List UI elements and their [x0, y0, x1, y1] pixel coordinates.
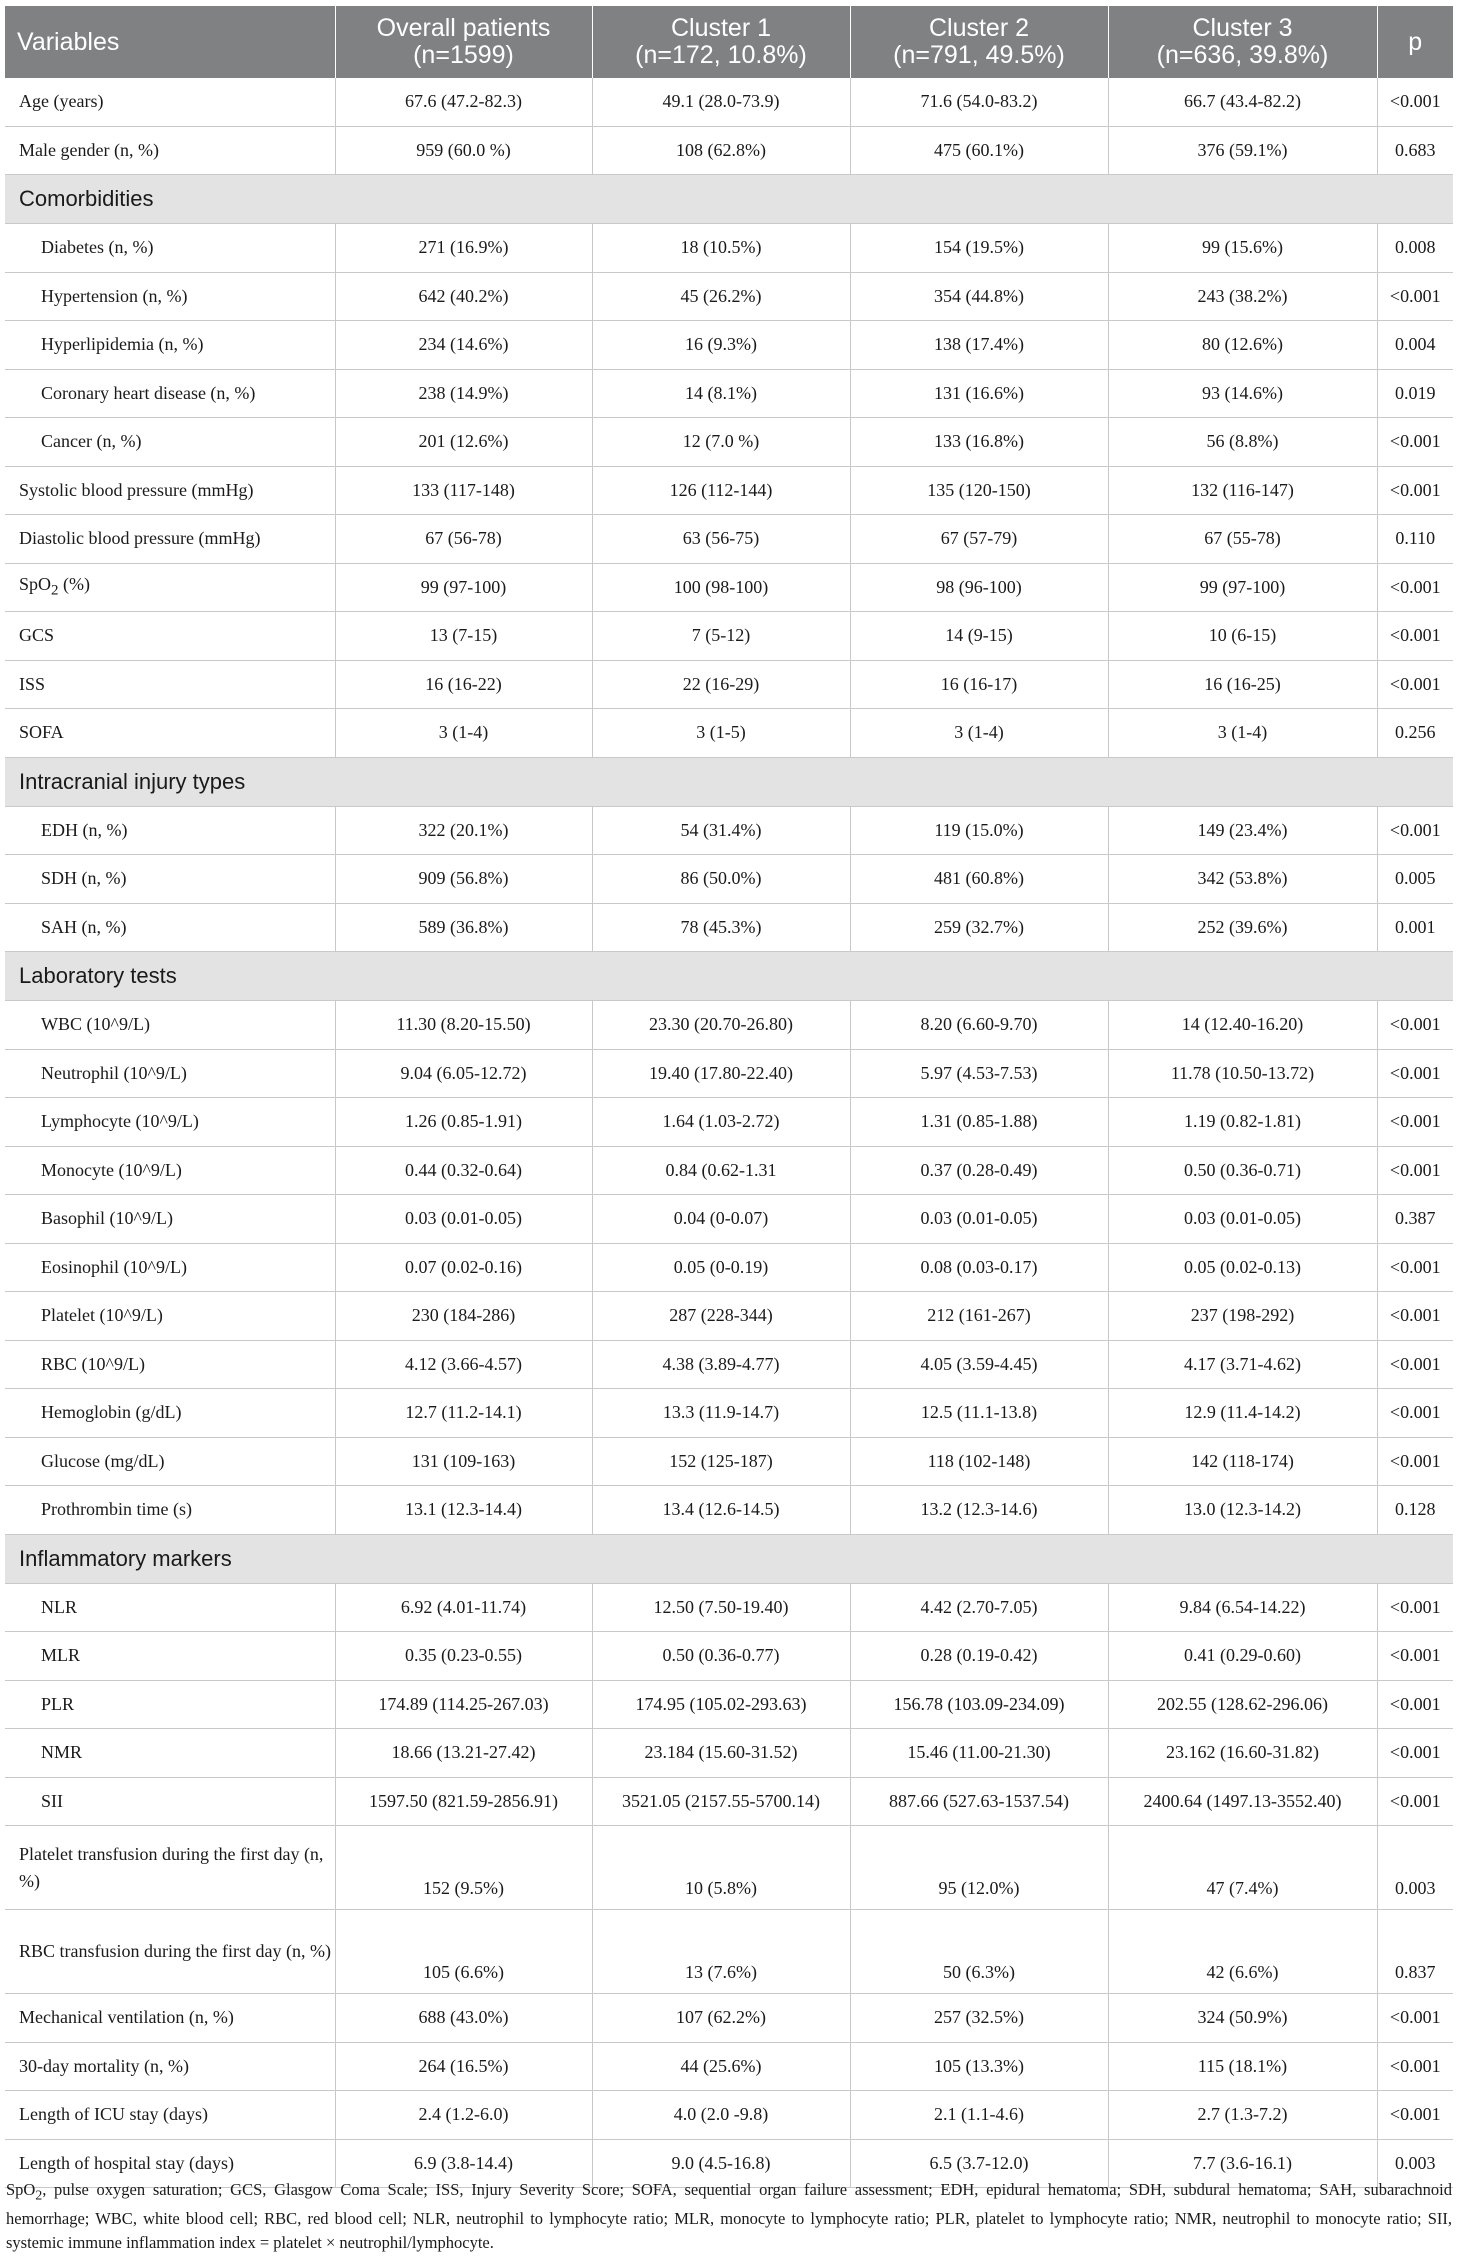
variable-label: Male gender (n, %)	[5, 126, 335, 175]
cluster1-cell: 23.30 (20.70-26.80)	[592, 1001, 850, 1050]
overall-cell: 0.44 (0.32-0.64)	[335, 1146, 592, 1195]
overall-cell: 264 (16.5%)	[335, 2042, 592, 2091]
table-row	[5, 1680, 1453, 1729]
variable-label: Mechanical ventilation (n, %)	[5, 1994, 335, 2043]
variable-label: Neutrophil (10^9/L)	[5, 1049, 335, 1098]
cluster1-cell: 0.05 (0-0.19)	[592, 1243, 850, 1292]
p-value-cell: <0.001	[1377, 418, 1453, 467]
table-row	[5, 660, 1453, 709]
table-row	[5, 515, 1453, 564]
cluster3-cell: 67 (55-78)	[1108, 515, 1377, 564]
p-value-cell: 0.019	[1377, 369, 1453, 418]
section-label: Intracranial injury types	[5, 757, 1453, 806]
overall-cell: 271 (16.9%)	[335, 224, 592, 273]
variable-label: Diabetes (n, %)	[5, 224, 335, 273]
cluster2-cell: 135 (120-150)	[850, 466, 1108, 515]
header-p: p	[1377, 6, 1453, 78]
p-value-cell: 0.001	[1377, 903, 1453, 952]
cluster1-cell: 19.40 (17.80-22.40)	[592, 1049, 850, 1098]
variable-label: RBC (10^9/L)	[5, 1340, 335, 1389]
variable-label: WBC (10^9/L)	[5, 1001, 335, 1050]
overall-cell: 0.07 (0.02-0.16)	[335, 1243, 592, 1292]
table-row	[5, 1340, 1453, 1389]
table-row	[5, 612, 1453, 661]
footnote-spo-subscript: 2	[35, 2187, 43, 2203]
cluster3-cell: 42 (6.6%)	[1108, 1910, 1377, 1994]
cluster1-cell: 12.50 (7.50-19.40)	[592, 1583, 850, 1632]
variable-label: NMR	[5, 1729, 335, 1778]
variable-label	[5, 563, 335, 612]
p-value-cell: <0.001	[1377, 1583, 1453, 1632]
section-label: Laboratory tests	[5, 952, 1453, 1001]
overall-cell: 3 (1-4)	[335, 709, 592, 758]
cluster1-cell: 13.4 (12.6-14.5)	[592, 1486, 850, 1535]
cluster2-cell: 354 (44.8%)	[850, 272, 1108, 321]
overall-cell: 959 (60.0 %)	[335, 126, 592, 175]
table-row	[5, 126, 1453, 175]
cluster3-cell: 142 (118-174)	[1108, 1437, 1377, 1486]
cluster3-cell: 237 (198-292)	[1108, 1292, 1377, 1341]
cluster1-cell: 12 (7.0 %)	[592, 418, 850, 467]
p-value-cell: 0.005	[1377, 855, 1453, 904]
overall-cell: 13.1 (12.3-14.4)	[335, 1486, 592, 1535]
cluster2-cell: 481 (60.8%)	[850, 855, 1108, 904]
table-row	[5, 2091, 1453, 2140]
cluster1-cell: 107 (62.2%)	[592, 1994, 850, 2043]
variable-label: Platelet (10^9/L)	[5, 1292, 335, 1341]
table-row	[5, 1486, 1453, 1535]
cluster3-cell: 23.162 (16.60-31.82)	[1108, 1729, 1377, 1778]
cluster1-cell: 78 (45.3%)	[592, 903, 850, 952]
cluster1-cell: 0.50 (0.36-0.77)	[592, 1632, 850, 1681]
overall-cell: 131 (109-163)	[335, 1437, 592, 1486]
cluster1-cell: 4.0 (2.0 -9.8)	[592, 2091, 850, 2140]
table-row	[5, 1826, 1453, 1910]
p-value-cell: <0.001	[1377, 1680, 1453, 1729]
cluster1-cell: 9.0 (4.5-16.8)	[592, 2139, 850, 2188]
overall-cell: 11.30 (8.20-15.50)	[335, 1001, 592, 1050]
overall-cell: 1597.50 (821.59-2856.91)	[335, 1777, 592, 1826]
section-header-row	[5, 757, 1453, 806]
section-label: Comorbidities	[5, 175, 1453, 224]
p-value-cell: <0.001	[1377, 1292, 1453, 1341]
header-overall	[335, 6, 592, 78]
overall-cell: 322 (20.1%)	[335, 806, 592, 855]
cluster3-cell: 7.7 (3.6-16.1)	[1108, 2139, 1377, 2188]
cluster1-cell: 49.1 (28.0-73.9)	[592, 78, 850, 126]
table-row	[5, 1389, 1453, 1438]
cluster2-cell: 98 (96-100)	[850, 563, 1108, 612]
cluster3-cell: 3 (1-4)	[1108, 709, 1377, 758]
variable-label: NLR	[5, 1583, 335, 1632]
table-row	[5, 369, 1453, 418]
table-row	[5, 855, 1453, 904]
p-value-cell: <0.001	[1377, 1994, 1453, 2043]
cluster1-cell: 14 (8.1%)	[592, 369, 850, 418]
p-value-cell: <0.001	[1377, 2091, 1453, 2140]
p-value-cell: <0.001	[1377, 806, 1453, 855]
cluster3-cell: 342 (53.8%)	[1108, 855, 1377, 904]
table-header-row	[5, 6, 1453, 78]
cluster2-cell: 138 (17.4%)	[850, 321, 1108, 370]
cluster3-cell: 0.41 (0.29-0.60)	[1108, 1632, 1377, 1681]
table-row	[5, 1001, 1453, 1050]
cluster1-cell: 54 (31.4%)	[592, 806, 850, 855]
cluster3-cell: 115 (18.1%)	[1108, 2042, 1377, 2091]
cluster3-cell: 80 (12.6%)	[1108, 321, 1377, 370]
overall-cell: 909 (56.8%)	[335, 855, 592, 904]
table-row	[5, 272, 1453, 321]
variable-label: Basophil (10^9/L)	[5, 1195, 335, 1244]
cluster2-cell: 118 (102-148)	[850, 1437, 1108, 1486]
p-value-cell: <0.001	[1377, 1777, 1453, 1826]
overall-cell: 152 (9.5%)	[335, 1826, 592, 1910]
cluster2-cell: 0.08 (0.03-0.17)	[850, 1243, 1108, 1292]
p-value-cell: 0.837	[1377, 1910, 1453, 1994]
header-cluster2	[850, 6, 1108, 78]
overall-cell: 4.12 (3.66-4.57)	[335, 1340, 592, 1389]
overall-cell: 12.7 (11.2-14.1)	[335, 1389, 592, 1438]
p-value-cell: <0.001	[1377, 466, 1453, 515]
cluster2-cell: 3 (1-4)	[850, 709, 1108, 758]
cluster1-cell: 44 (25.6%)	[592, 2042, 850, 2091]
p-value-cell: <0.001	[1377, 1098, 1453, 1147]
cluster2-cell: 156.78 (103.09-234.09)	[850, 1680, 1108, 1729]
cluster2-cell: 0.03 (0.01-0.05)	[850, 1195, 1108, 1244]
variable-label: Hypertension (n, %)	[5, 272, 335, 321]
p-value-cell: 0.008	[1377, 224, 1453, 273]
variable-label: Systolic blood pressure (mmHg)	[5, 466, 335, 515]
cluster2-cell: 67 (57-79)	[850, 515, 1108, 564]
table-row	[5, 2042, 1453, 2091]
cluster3-cell: 4.17 (3.71-4.62)	[1108, 1340, 1377, 1389]
table-row	[5, 1777, 1453, 1826]
overall-cell: 99 (97-100)	[335, 563, 592, 612]
cluster1-cell: 13 (7.6%)	[592, 1910, 850, 1994]
overall-cell: 105 (6.6%)	[335, 1910, 592, 1994]
cluster2-cell: 154 (19.5%)	[850, 224, 1108, 273]
cluster1-cell: 3 (1-5)	[592, 709, 850, 758]
cluster2-cell: 16 (16-17)	[850, 660, 1108, 709]
cluster2-cell: 1.31 (0.85-1.88)	[850, 1098, 1108, 1147]
overall-cell: 13 (7-15)	[335, 612, 592, 661]
table-footnote	[6, 2178, 1452, 2255]
table-row	[5, 903, 1453, 952]
cluster2-cell: 131 (16.6%)	[850, 369, 1108, 418]
cluster3-cell: 56 (8.8%)	[1108, 418, 1377, 467]
variable-label: GCS	[5, 612, 335, 661]
variable-label: EDH (n, %)	[5, 806, 335, 855]
overall-cell: 67 (56-78)	[335, 515, 592, 564]
cluster1-cell: 152 (125-187)	[592, 1437, 850, 1486]
cluster2-cell: 2.1 (1.1-4.6)	[850, 2091, 1108, 2140]
cluster1-cell: 4.38 (3.89-4.77)	[592, 1340, 850, 1389]
header-overall-n: (n=1599)	[413, 41, 514, 69]
p-value-cell: <0.001	[1377, 1049, 1453, 1098]
cluster2-cell: 5.97 (4.53-7.53)	[850, 1049, 1108, 1098]
cluster3-cell: 99 (15.6%)	[1108, 224, 1377, 273]
table-row	[5, 321, 1453, 370]
p-value-cell: 0.683	[1377, 126, 1453, 175]
cluster1-cell: 1.64 (1.03-2.72)	[592, 1098, 850, 1147]
cluster2-cell: 0.28 (0.19-0.42)	[850, 1632, 1108, 1681]
cluster3-cell: 2400.64 (1497.13-3552.40)	[1108, 1777, 1377, 1826]
overall-cell: 16 (16-22)	[335, 660, 592, 709]
table-row	[5, 1583, 1453, 1632]
overall-cell: 133 (117-148)	[335, 466, 592, 515]
p-value-cell: 0.110	[1377, 515, 1453, 564]
overall-cell: 6.92 (4.01-11.74)	[335, 1583, 592, 1632]
header-cluster2-n: (n=791, 49.5%)	[893, 41, 1065, 69]
p-value-cell: 0.003	[1377, 2139, 1453, 2188]
p-value-cell: 0.003	[1377, 1826, 1453, 1910]
table-row	[5, 1910, 1453, 1994]
variable-label: Length of hospital stay (days)	[5, 2139, 335, 2188]
table-row	[5, 1292, 1453, 1341]
patient-characteristics-table	[5, 6, 1453, 2188]
variable-label: Length of ICU stay (days)	[5, 2091, 335, 2140]
cluster3-cell: 11.78 (10.50-13.72)	[1108, 1049, 1377, 1098]
cluster3-cell: 9.84 (6.54-14.22)	[1108, 1583, 1377, 1632]
cluster2-cell: 12.5 (11.1-13.8)	[850, 1389, 1108, 1438]
table-row	[5, 466, 1453, 515]
cluster1-cell: 63 (56-75)	[592, 515, 850, 564]
cluster3-cell: 0.50 (0.36-0.71)	[1108, 1146, 1377, 1195]
table-row	[5, 1632, 1453, 1681]
cluster3-cell: 0.05 (0.02-0.13)	[1108, 1243, 1377, 1292]
table-row	[5, 1437, 1453, 1486]
footnote-spo: SpO	[6, 2180, 36, 2199]
overall-cell: 0.35 (0.23-0.55)	[335, 1632, 592, 1681]
cluster1-cell: 126 (112-144)	[592, 466, 850, 515]
variable-label: Lymphocyte (10^9/L)	[5, 1098, 335, 1147]
p-value-cell: 0.387	[1377, 1195, 1453, 1244]
cluster1-cell: 0.04 (0-0.07)	[592, 1195, 850, 1244]
cluster2-cell: 71.6 (54.0-83.2)	[850, 78, 1108, 126]
cluster3-cell: 66.7 (43.4-82.2)	[1108, 78, 1377, 126]
overall-cell: 18.66 (13.21-27.42)	[335, 1729, 592, 1778]
table-row	[5, 1049, 1453, 1098]
cluster2-cell: 13.2 (12.3-14.6)	[850, 1486, 1108, 1535]
p-value-cell: <0.001	[1377, 1389, 1453, 1438]
cluster3-cell: 93 (14.6%)	[1108, 369, 1377, 418]
cluster2-cell: 257 (32.5%)	[850, 1994, 1108, 2043]
variable-label: Monocyte (10^9/L)	[5, 1146, 335, 1195]
p-value-cell: <0.001	[1377, 1001, 1453, 1050]
overall-cell: 238 (14.9%)	[335, 369, 592, 418]
overall-cell: 201 (12.6%)	[335, 418, 592, 467]
section-header-row	[5, 1534, 1453, 1583]
header-cluster3	[1108, 6, 1377, 78]
variable-label: PLR	[5, 1680, 335, 1729]
cluster2-cell: 15.46 (11.00-21.30)	[850, 1729, 1108, 1778]
p-value-cell: <0.001	[1377, 1146, 1453, 1195]
table-row	[5, 806, 1453, 855]
variable-label: Eosinophil (10^9/L)	[5, 1243, 335, 1292]
table-body	[5, 78, 1453, 2188]
cluster1-cell: 100 (98-100)	[592, 563, 850, 612]
p-value-cell: <0.001	[1377, 1437, 1453, 1486]
table-row	[5, 224, 1453, 273]
p-value-cell: <0.001	[1377, 2042, 1453, 2091]
table-row	[5, 563, 1453, 612]
cluster2-cell: 259 (32.7%)	[850, 903, 1108, 952]
section-header-row	[5, 175, 1453, 224]
overall-cell: 230 (184-286)	[335, 1292, 592, 1341]
cluster3-cell: 12.9 (11.4-14.2)	[1108, 1389, 1377, 1438]
variable-label: Diastolic blood pressure (mmHg)	[5, 515, 335, 564]
cluster3-cell: 13.0 (12.3-14.2)	[1108, 1486, 1377, 1535]
variable-label: Cancer (n, %)	[5, 418, 335, 467]
variable-label: Hemoglobin (g/dL)	[5, 1389, 335, 1438]
header-cluster1-n: (n=172, 10.8%)	[635, 41, 807, 69]
cluster1-cell: 3521.05 (2157.55-5700.14)	[592, 1777, 850, 1826]
overall-cell: 67.6 (47.2-82.3)	[335, 78, 592, 126]
cluster1-cell: 108 (62.8%)	[592, 126, 850, 175]
p-value-cell: 0.004	[1377, 321, 1453, 370]
cluster3-cell: 14 (12.40-16.20)	[1108, 1001, 1377, 1050]
cluster1-cell: 13.3 (11.9-14.7)	[592, 1389, 850, 1438]
variable-label: Glucose (mg/dL)	[5, 1437, 335, 1486]
header-cluster3-n: (n=636, 39.8%)	[1156, 41, 1329, 69]
p-value-cell: <0.001	[1377, 78, 1453, 126]
cluster2-cell: 6.5 (3.7-12.0)	[850, 2139, 1108, 2188]
cluster3-cell: 47 (7.4%)	[1108, 1826, 1377, 1910]
cluster2-cell: 475 (60.1%)	[850, 126, 1108, 175]
p-value-cell: <0.001	[1377, 1243, 1453, 1292]
header-cluster2-title: Cluster 2	[928, 14, 1030, 42]
cluster3-cell: 10 (6-15)	[1108, 612, 1377, 661]
cluster2-cell: 119 (15.0%)	[850, 806, 1108, 855]
overall-cell: 0.03 (0.01-0.05)	[335, 1195, 592, 1244]
header-cluster3-title: Cluster 3	[1192, 14, 1293, 42]
cluster3-cell: 324 (50.9%)	[1108, 1994, 1377, 2043]
overall-cell: 642 (40.2%)	[335, 272, 592, 321]
cluster1-cell: 45 (26.2%)	[592, 272, 850, 321]
cluster3-cell: 0.03 (0.01-0.05)	[1108, 1195, 1377, 1244]
variable-label: SII	[5, 1777, 335, 1826]
cluster3-cell: 243 (38.2%)	[1108, 272, 1377, 321]
cluster2-cell: 887.66 (527.63-1537.54)	[850, 1777, 1108, 1826]
overall-cell: 234 (14.6%)	[335, 321, 592, 370]
p-value-cell: <0.001	[1377, 563, 1453, 612]
table-container	[5, 6, 1453, 2188]
cluster3-cell: 1.19 (0.82-1.81)	[1108, 1098, 1377, 1147]
table-row	[5, 1098, 1453, 1147]
table-row	[5, 709, 1453, 758]
table-row	[5, 1146, 1453, 1195]
variable-label: MLR	[5, 1632, 335, 1681]
variable-label: SOFA	[5, 709, 335, 758]
section-header-row	[5, 952, 1453, 1001]
cluster1-cell: 0.84 (0.62-1.31	[592, 1146, 850, 1195]
variable-label: Prothrombin time (s)	[5, 1486, 335, 1535]
cluster3-cell: 252 (39.6%)	[1108, 903, 1377, 952]
p-value-cell: <0.001	[1377, 1340, 1453, 1389]
cluster3-cell: 202.55 (128.62-296.06)	[1108, 1680, 1377, 1729]
overall-cell: 589 (36.8%)	[335, 903, 592, 952]
cluster1-cell: 86 (50.0%)	[592, 855, 850, 904]
cluster1-cell: 287 (228-344)	[592, 1292, 850, 1341]
cluster2-cell: 4.42 (2.70-7.05)	[850, 1583, 1108, 1632]
header-overall-title: Overall patients	[376, 14, 551, 42]
cluster1-cell: 18 (10.5%)	[592, 224, 850, 273]
cluster1-cell: 23.184 (15.60-31.52)	[592, 1729, 850, 1778]
table-row	[5, 1994, 1453, 2043]
table-row	[5, 78, 1453, 126]
cluster2-cell: 212 (161-267)	[850, 1292, 1108, 1341]
variable-label: Platelet transfusion during the first day (n, %)	[5, 1826, 335, 1910]
overall-cell: 1.26 (0.85-1.91)	[335, 1098, 592, 1147]
table-row	[5, 418, 1453, 467]
variable-label: SDH (n, %)	[5, 855, 335, 904]
cluster2-cell: 95 (12.0%)	[850, 1826, 1108, 1910]
cluster1-cell: 174.95 (105.02-293.63)	[592, 1680, 850, 1729]
variable-label-text: SpO	[19, 574, 52, 595]
cluster3-cell: 149 (23.4%)	[1108, 806, 1377, 855]
section-label: Inflammatory markers	[5, 1534, 1453, 1583]
table-row	[5, 1729, 1453, 1778]
cluster3-cell: 132 (116-147)	[1108, 466, 1377, 515]
cluster2-cell: 14 (9-15)	[850, 612, 1108, 661]
variable-label-subscript: 2	[51, 583, 59, 600]
overall-cell: 174.89 (114.25-267.03)	[335, 1680, 592, 1729]
p-value-cell: <0.001	[1377, 272, 1453, 321]
variable-label: RBC transfusion during the first day (n, %)	[5, 1910, 335, 1994]
p-value-cell: <0.001	[1377, 660, 1453, 709]
cluster2-cell: 4.05 (3.59-4.45)	[850, 1340, 1108, 1389]
overall-cell: 2.4 (1.2-6.0)	[335, 2091, 592, 2140]
p-value-cell: <0.001	[1377, 1729, 1453, 1778]
variable-label: Hyperlipidemia (n, %)	[5, 321, 335, 370]
variable-label: SAH (n, %)	[5, 903, 335, 952]
variable-label: Coronary heart disease (n, %)	[5, 369, 335, 418]
cluster1-cell: 7 (5-12)	[592, 612, 850, 661]
cluster2-cell: 0.37 (0.28-0.49)	[850, 1146, 1108, 1195]
header-variables: Variables	[5, 6, 335, 78]
variable-label-suffix: (%)	[58, 574, 90, 595]
header-cluster1	[592, 6, 850, 78]
overall-cell: 688 (43.0%)	[335, 1994, 592, 2043]
table-row	[5, 1195, 1453, 1244]
cluster1-cell: 16 (9.3%)	[592, 321, 850, 370]
footnote-abbreviations: , pulse oxygen saturation; GCS, Glasgow Coma Scale; ISS, Injury Severity Score; SOFA, sequential organ failure assessment; EDH, epidural hematoma; SDH, subdural hematoma; SAH, subarachnoid hemorrhage; WBC, white blood cell; RBC, red blood cell; NLR, neutrophil to lymphocyte ratio; MLR, monocyte to lymphocyte ratio; PLR, platelet to lymphocyte ratio; NMR, neutrophil to monocyte ratio; SII, systemic immune inflammation index = platelet × neutrophil/lymphocyte.	[6, 2180, 1452, 2253]
table-row	[5, 1243, 1453, 1292]
cluster2-cell: 105 (13.3%)	[850, 2042, 1108, 2091]
overall-cell: 6.9 (3.8-14.4)	[335, 2139, 592, 2188]
overall-cell: 9.04 (6.05-12.72)	[335, 1049, 592, 1098]
header-cluster1-title: Cluster 1	[670, 14, 772, 42]
p-value-cell: 0.256	[1377, 709, 1453, 758]
cluster3-cell: 376 (59.1%)	[1108, 126, 1377, 175]
cluster1-cell: 22 (16-29)	[592, 660, 850, 709]
p-value-cell: <0.001	[1377, 612, 1453, 661]
p-value-cell: <0.001	[1377, 1632, 1453, 1681]
variable-label: ISS	[5, 660, 335, 709]
variable-label: Age (years)	[5, 78, 335, 126]
cluster3-cell: 16 (16-25)	[1108, 660, 1377, 709]
cluster2-cell: 133 (16.8%)	[850, 418, 1108, 467]
cluster3-cell: 99 (97-100)	[1108, 563, 1377, 612]
cluster3-cell: 2.7 (1.3-7.2)	[1108, 2091, 1377, 2140]
p-value-cell: 0.128	[1377, 1486, 1453, 1535]
cluster2-cell: 50 (6.3%)	[850, 1910, 1108, 1994]
cluster1-cell: 10 (5.8%)	[592, 1826, 850, 1910]
variable-label: 30-day mortality (n, %)	[5, 2042, 335, 2091]
cluster2-cell: 8.20 (6.60-9.70)	[850, 1001, 1108, 1050]
